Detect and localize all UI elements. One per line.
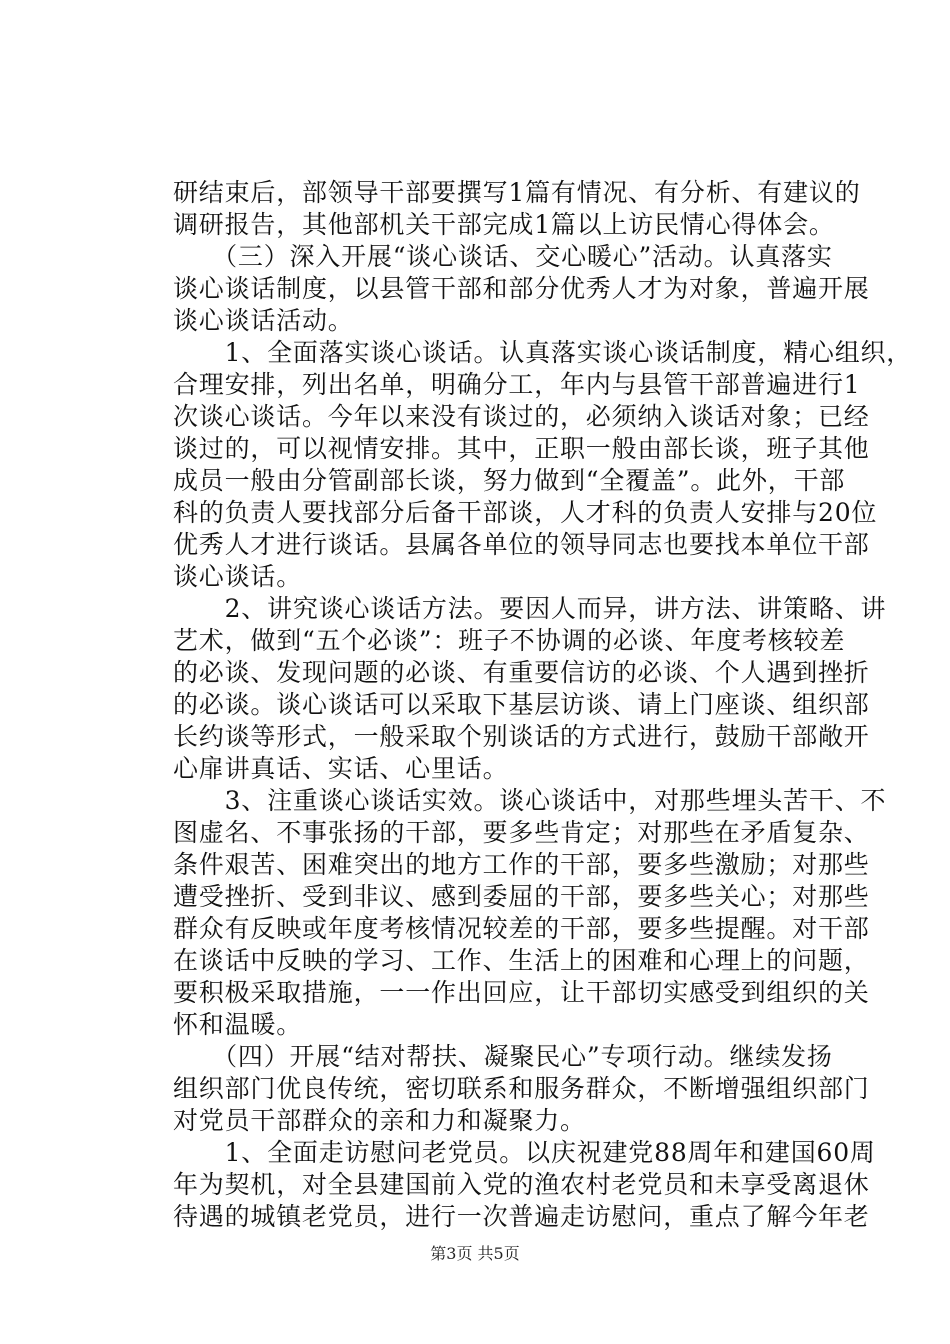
- body-line: 遭受挫折、受到非议、感到委屈的干部，要多些关心；对那些: [173, 882, 870, 911]
- body-line: 次谈心谈话。今年以来没有谈过的，必须纳入谈话对象；已经: [173, 402, 870, 431]
- body-line: 的必谈、发现问题的必谈、有重要信访的必谈、个人遇到挫折: [173, 658, 870, 687]
- body-line: 3、注重谈心谈话实效。谈心谈话中，对那些埋头苦干、不: [173, 786, 887, 815]
- body-line: 待遇的城镇老党员，进行一次普遍走访慰问，重点了解今年老: [173, 1202, 870, 1231]
- page-footer: 第3页 共5页: [430, 1244, 520, 1263]
- body-line: 图虚名、不事张扬的干部，要多些肯定；对那些在矛盾复杂、: [173, 818, 870, 847]
- body-line: 优秀人才进行谈话。县属各单位的领导同志也要找本单位干部: [173, 530, 870, 559]
- body-line: 谈过的，可以视情安排。其中，正职一般由部长谈，班子其他: [173, 434, 870, 463]
- body-line: 要积极采取措施，一一作出回应，让干部切实感受到组织的关: [173, 978, 870, 1007]
- body-line: 1、全面落实谈心谈话。认真落实谈心谈话制度，精心组织，: [173, 338, 913, 367]
- body-line: 年为契机，对全县建国前入党的渔农村老党员和未享受离退休: [173, 1170, 870, 1199]
- body-line: 谈心谈话活动。: [173, 306, 354, 335]
- body-line: 对党员干部群众的亲和力和凝聚力。: [173, 1106, 586, 1135]
- body-line: 组织部门优良传统，密切联系和服务群众，不断增强组织部门: [173, 1074, 870, 1103]
- body-line: （四）开展“结对帮扶、凝聚民心”专项行动。继续发扬: [173, 1042, 833, 1071]
- body-line: 怀和温暖。: [173, 1010, 303, 1039]
- body-line: 谈心谈话。: [173, 562, 303, 591]
- body-line: 成员一般由分管副部长谈，努力做到“全覆盖”。此外，干部: [173, 466, 846, 495]
- body-line: 合理安排，列出名单，明确分工，年内与县管干部普遍进行1: [173, 370, 861, 399]
- body-line: 群众有反映或年度考核情况较差的干部，要多些提醒。对干部: [173, 914, 870, 943]
- body-line: 在谈话中反映的学习、工作、生活上的困难和心理上的问题，: [173, 946, 870, 975]
- body-line: 调研报告，其他部机关干部完成1篇以上访民情心得体会。: [173, 210, 835, 239]
- body-line: 心扉讲真话、实话、心里话。: [173, 754, 509, 783]
- body-line: 条件艰苦、困难突出的地方工作的干部，要多些激励；对那些: [173, 850, 870, 879]
- body-line: 2、讲究谈心谈话方法。要因人而异，讲方法、讲策略、讲: [173, 594, 887, 623]
- body-line: 的必谈。谈心谈话可以采取下基层访谈、请上门座谈、组织部: [173, 690, 870, 719]
- body-line: 长约谈等形式，一般采取个别谈话的方式进行，鼓励干部敞开: [173, 722, 870, 751]
- body-line: 艺术，做到“五个必谈”：班子不协调的必谈、年度考核较差: [173, 626, 846, 655]
- body-line: 1、全面走访慰问老党员。以庆祝建党88周年和建国60周: [173, 1138, 876, 1167]
- body-line: 科的负责人要找部分后备干部谈，人才科的负责人安排与20位: [173, 498, 878, 527]
- body-line: 研结束后，部领导干部要撰写1篇有情况、有分析、有建议的: [173, 178, 861, 207]
- body-line: （三）深入开展“谈心谈话、交心暖心”活动。认真落实: [173, 242, 833, 271]
- body-line: 谈心谈话制度，以县管干部和部分优秀人才为对象，普遍开展: [173, 274, 870, 303]
